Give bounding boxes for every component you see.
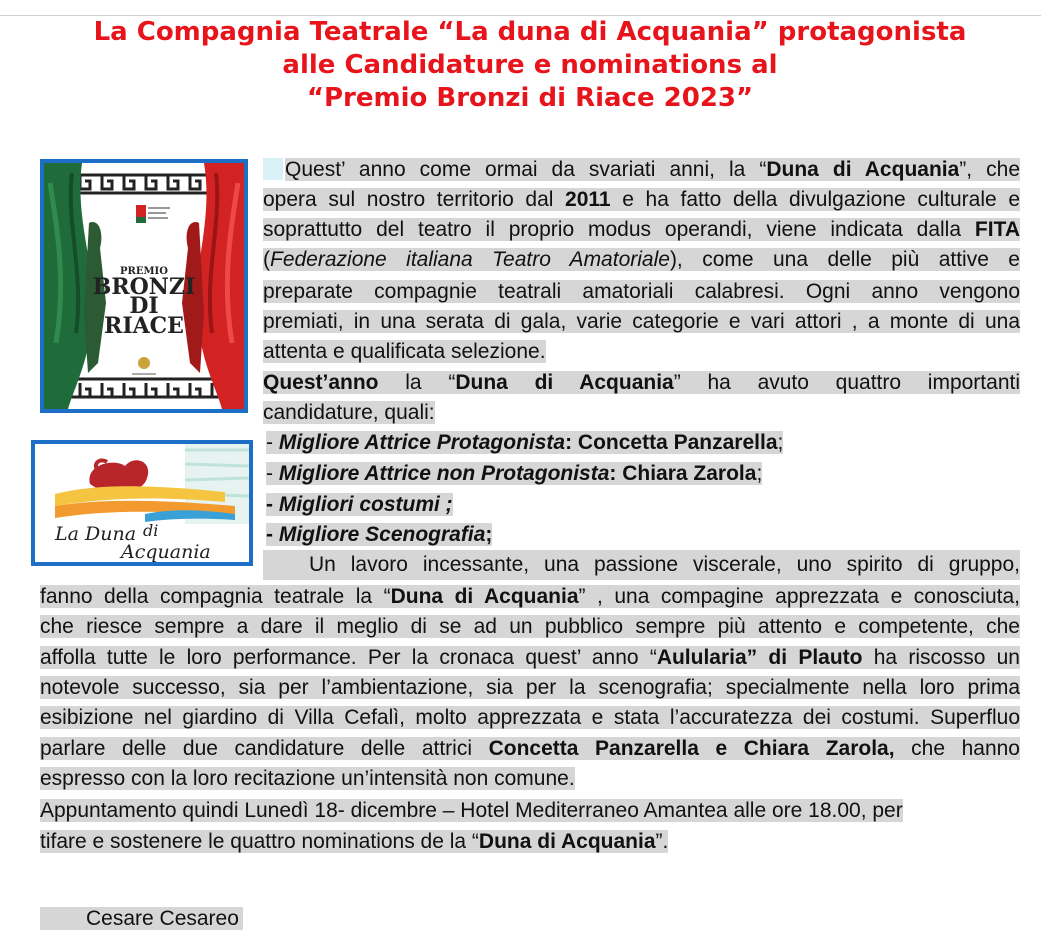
title-line-3: “Premio Bronzi di Riace 2023” — [306, 83, 754, 113]
poster-bronzi-text: BRONZI — [92, 274, 196, 300]
body-line: Un lavoro incessante, una passione viscerale, uno spirito di gruppo, — [263, 550, 1020, 580]
logo-art — [35, 444, 249, 562]
body-line: Quest’ anno come ormai da svariati anni, la “Duna di Acquania”, che — [263, 155, 1020, 185]
la-duna-di-acquania-logo-image — [31, 440, 253, 566]
cursor-highlight-mark — [263, 158, 283, 180]
body-line: premiati, in una serata di gala, varie categorie e vari attori , a monte di una — [263, 310, 1020, 333]
body-line: candidature, quali: — [263, 401, 435, 424]
list-item: - Migliori costumi ; — [266, 493, 453, 516]
body-line: che riesce sempre a dare il meglio di se ad un pubblico sempre più attento e competente, che — [40, 615, 1020, 638]
title-line-1: La Compagnia Teatrale “La duna di Acquania” protagonista — [93, 17, 967, 47]
logo-di-text: di — [143, 521, 159, 540]
body-line: opera sul nostro territorio dal 2011 e ha fatto della divulgazione culturale e — [263, 188, 1020, 211]
body-line: affolla tutte le loro performance. Per la cronaca quest’ anno “Aulularia” di Plauto ha riscosso un — [40, 646, 1020, 669]
poster-art — [44, 163, 244, 409]
body-line: Quest’anno la “Duna di Acquania” ha avuto quattro importanti — [263, 371, 1020, 394]
body-line: espresso con la loro recitazione un’intensità non comune. — [40, 767, 575, 790]
body-line: tifare e sostenere le quattro nominations de la “Duna di Acquania”. — [40, 830, 669, 853]
poster-di-text: DI — [129, 293, 159, 319]
body-line: soprattutto del teatro il proprio modus operandi, viene indicata dalla FITA — [263, 218, 1020, 241]
poster-riace-text: RIACE — [104, 313, 184, 339]
body-line: esibizione nel giardino di Villa Cefalì, molto apprezzata e stata l’accuratezza dei costumi. Superfluo — [40, 706, 1020, 729]
body-line: Appuntamento quindi Lunedì 18- dicembre – Hotel Mediterraneo Amantea alle ore 18.00, per — [40, 799, 903, 822]
body-line: parlare delle due candidature delle attrici Concetta Panzarella e Chiara Zarola, che hanno — [40, 737, 1020, 760]
body-line: fanno della compagnia teatrale la “Duna di Acquania” , una compagine apprezzata e conosciuta, — [40, 585, 1021, 608]
title-line-2: alle Candidature e nominations al — [282, 50, 778, 80]
list-item: - Migliore Attrice non Protagonista: Chiara Zarola; — [266, 462, 763, 485]
premio-bronzi-poster-image — [40, 159, 248, 413]
logo-la-duna-text: La Duna — [55, 523, 137, 545]
signature: Cesare Cesareo — [40, 904, 243, 934]
list-item: - Migliore Attrice Protagonista: Concetta Panzarella; — [266, 431, 784, 454]
body-line: preparate compagnie teatrali amatoriali calabresi. Ogni anno vengono — [263, 280, 1020, 303]
list-item: - Migliore Scenografia; — [266, 523, 493, 546]
body-line: (Federazione italiana Teatro Amatoriale), come una delle più attive e — [263, 248, 1020, 271]
body-line: attenta e qualificata selezione. — [263, 340, 546, 363]
body-line: notevole successo, sia per l’ambientazione, sia per la scenografia; specialmente nella loro prima — [40, 676, 1020, 699]
poster-premio-text: PREMIO — [120, 266, 168, 277]
logo-acquania-text: Acquania — [121, 541, 211, 562]
article-title — [0, 16, 1041, 115]
